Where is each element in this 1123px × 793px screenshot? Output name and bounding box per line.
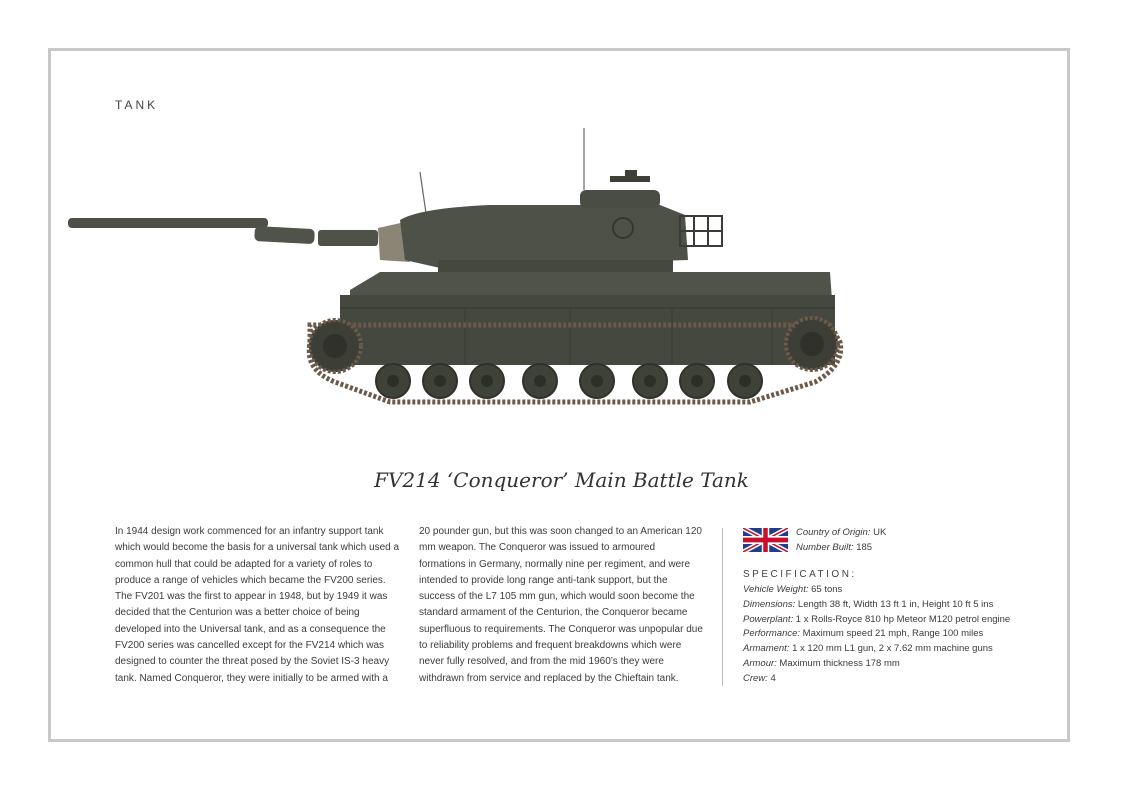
- spec-value: Maximum speed 21 mph, Range 100 miles: [800, 628, 984, 640]
- uk-flag-icon: [743, 528, 788, 552]
- spec-crew: [743, 672, 1043, 687]
- spec-label: Armament:: [743, 643, 790, 655]
- spec-armament: [743, 642, 1043, 657]
- origin-value: UK: [870, 527, 887, 538]
- category-label: TANK: [115, 98, 159, 112]
- spec-value: 1 x Rolls-Royce 810 hp Meteor M120 petrol engine: [793, 613, 1011, 625]
- description-column-1: In 1944 design work commenced for an infantry support tank which would become the basis for a universal tank which used a common hull that could be adapted for a variety of roles to produce a range of vehicles which became the FV200 series. The FV201 was the first to appear in 1948, but by 1949 it was decided that the Centurion was a better choice of being developed into the Universal tank, and as a consequence the FV200 series was cancelled except for the FV214 which was designed to counter the threat posed by the Soviet IS-3 heavy tank. Named Conqueror, they were initially to be armed with a: [115, 526, 400, 684]
- spec-label: Vehicle Weight:: [743, 584, 809, 595]
- spec-value: 1 x 120 mm L1 gun, 2 x 7.62 mm machine guns: [789, 643, 993, 655]
- spec-value: Length 38 ft, Width 13 ft 1 in, Height 10 ft 5 ins: [795, 598, 994, 610]
- spec-vehicle-weight: [743, 583, 1043, 598]
- spec-powerplant: [743, 613, 1043, 628]
- spec-armour: [743, 657, 1043, 672]
- spec-value: Maximum thickness 178 mm: [776, 657, 900, 669]
- origin-label: Country of Origin:: [796, 527, 871, 538]
- built-value: 185: [853, 542, 873, 553]
- spec-label: Performance:: [743, 628, 801, 640]
- tank-illustration: [60, 120, 850, 415]
- spec-label: Powerplant:: [743, 613, 794, 625]
- spec-dimensions: [743, 598, 1043, 613]
- spec-label: Armour:: [743, 657, 777, 669]
- column-divider: [722, 528, 723, 686]
- number-built: [796, 540, 886, 555]
- spec-performance: [743, 627, 1043, 642]
- spec-label: Crew:: [743, 672, 768, 684]
- built-label: Number Built:: [796, 542, 854, 553]
- country-of-origin: [796, 525, 886, 540]
- spec-value: 65 tons: [808, 584, 843, 595]
- description-column-2: 20 pounder gun, but this was soon changed to an American 120 mm weapon. The Conqueror was issued to armoured formations in Germany, normally nine per regiment, and were intended to provide long range anti-tank support, but the success of the L7 105 mm gun, which would soon become the standard armament of the Centurion, the Conqueror became superfluous to requirements. The Conqueror was unpopular due to reliability problems and frequent breakdowns which were never fully resolved, and from the mid 1960’s they were withdrawn from service and replaced by the Chieftain tank.: [419, 526, 703, 684]
- spec-label: Dimensions:: [743, 598, 796, 610]
- page-title: FV214 ‘Conqueror’ Main Battle Tank: [374, 468, 749, 492]
- specification-heading: SPECIFICATION:: [743, 569, 857, 580]
- spec-value: 4: [767, 672, 776, 684]
- specification-list: [743, 583, 1043, 687]
- origin-facts: [796, 525, 886, 555]
